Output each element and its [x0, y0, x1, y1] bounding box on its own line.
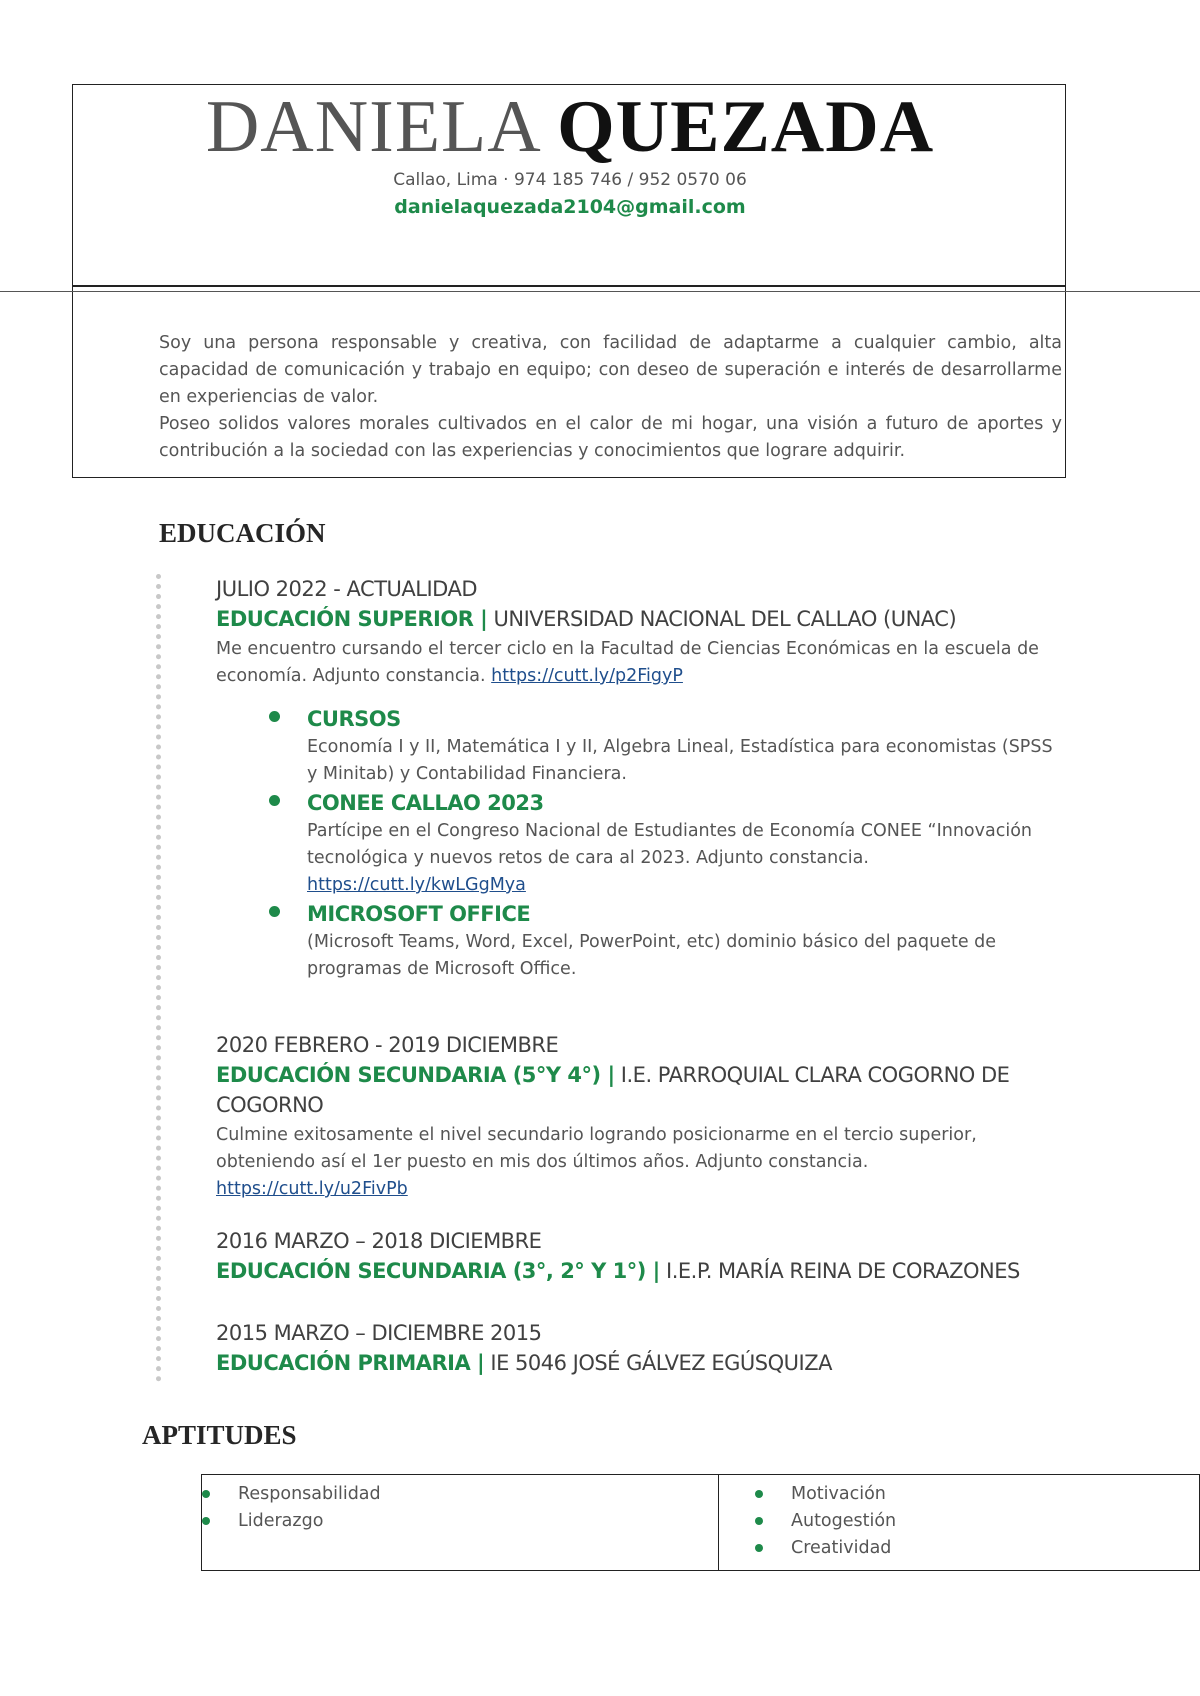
education-timeline-bar: [156, 574, 161, 1382]
entry-institution: I.E. PARROQUIAL CLARA COGORNO DE COGORNO: [216, 1063, 1010, 1117]
bullet-icon: [202, 1490, 210, 1498]
certificate-link[interactable]: https://cutt.ly/kwLGgMya: [307, 875, 526, 895]
entry-degree-line: [216, 1348, 1066, 1378]
entry-degree: EDUCACIÓN PRIMARIA |: [216, 1351, 485, 1375]
last-name: QUEZADA: [557, 86, 935, 168]
entry-degree: EDUCACIÓN SECUNDARIA (3°, 2° Y 1°) |: [216, 1259, 660, 1283]
entry-description: Me encuentro cursando el tercer ciclo en la Facultad de Ciencias Económicas en la escuela de economía. Adjunto constancia. https://cutt.ly/p2FigyP: [216, 639, 1039, 686]
bullet-icon: [269, 906, 280, 917]
aptitude-item: Motivación: [719, 1481, 1199, 1508]
bullet-icon: [755, 1544, 763, 1552]
entry-degree-line: [216, 1256, 1066, 1286]
divider-line: [0, 291, 1200, 292]
aptitude-item: Autogestión: [719, 1508, 1199, 1535]
contact-line: Callao, Lima · 974 185 746 / 952 0570 06: [393, 170, 747, 190]
first-name: DANIELA: [205, 86, 538, 168]
education-entry-university: [216, 574, 1066, 690]
entry-date: 2015 MARZO – DICIEMBRE 2015: [216, 1321, 542, 1345]
education-entry-primary: [216, 1318, 1066, 1378]
education-heading: EDUCACIÓN: [159, 518, 326, 548]
sub-item-cursos: [307, 704, 1067, 788]
candidate-name: [0, 86, 1140, 168]
entry-date: JULIO 2022 - ACTUALIDAD: [216, 577, 477, 601]
sub-item-description: Economía I y II, Matemática I y II, Algebra Lineal, Estadística para economistas (SPSS y Minitab) y Contabilidad Financiera.: [307, 737, 1053, 784]
bullet-icon: [755, 1490, 763, 1498]
aptitudes-left-column: [202, 1475, 719, 1571]
sub-item-title: CONEE CALLAO 2023: [307, 791, 544, 815]
aptitudes-table: [201, 1474, 1200, 1571]
aptitude-item: Creatividad: [719, 1535, 1199, 1562]
entry-institution: UNIVERSIDAD NACIONAL DEL CALLAO (UNAC): [487, 607, 957, 631]
education-entry-secondary-1: [216, 1030, 1066, 1203]
entry-institution: IE 5046 JOSÉ GÁLVEZ EGÚSQUIZA: [484, 1351, 832, 1375]
bullet-icon: [755, 1517, 763, 1525]
sub-item-title: MICROSOFT OFFICE: [307, 902, 531, 926]
entry-institution: I.E.P. MARÍA REINA DE CORAZONES: [659, 1259, 1020, 1283]
entry-date: 2020 FEBRERO - 2019 DICIEMBRE: [216, 1033, 559, 1057]
certificate-link[interactable]: https://cutt.ly/u2FivPb: [216, 1179, 408, 1199]
sub-item-conee: [307, 788, 1067, 899]
sub-item-microsoft-office: [307, 899, 1067, 983]
summary-paragraph-2: Poseo solidos valores morales cultivados en el calor de mi hogar, una visión a futuro de aportes y contribución a la sociedad con las experiencias y conocimientos que lograre adquirir.: [159, 414, 1062, 461]
aptitude-item: Liderazgo: [202, 1508, 718, 1535]
bullet-icon: [269, 795, 280, 806]
aptitudes-heading: APTITUDES: [142, 1420, 297, 1450]
email-address: danielaquezada2104@gmail.com: [394, 196, 746, 218]
aptitudes-right-column: [719, 1475, 1200, 1571]
sub-item-description: (Microsoft Teams, Word, Excel, PowerPoint, etc) dominio básico del paquete de programas de Microsoft Office.: [307, 932, 997, 979]
certificate-link[interactable]: https://cutt.ly/p2FigyP: [491, 666, 683, 686]
sub-item-title: CURSOS: [307, 707, 401, 731]
entry-degree-line: [216, 1060, 1066, 1120]
entry-date: 2016 MARZO – 2018 DICIEMBRE: [216, 1229, 542, 1253]
sub-item-description: Partícipe en el Congreso Nacional de Estudiantes de Economía CONEE “Innovación tecnológica y nuevos retos de cara al 2023. Adjunto constancia.: [307, 821, 1032, 868]
aptitude-item: Responsabilidad: [202, 1481, 718, 1508]
entry-degree-line: [216, 604, 1066, 634]
education-entry-secondary-2: [216, 1226, 1066, 1286]
entry-degree: EDUCACIÓN SUPERIOR |: [216, 607, 488, 631]
bullet-icon: [202, 1517, 210, 1525]
entry-degree: EDUCACIÓN SECUNDARIA (5°Y 4°) |: [216, 1063, 615, 1087]
profile-summary: [159, 330, 1062, 465]
summary-paragraph-1: Soy una persona responsable y creativa, con facilidad de adaptarme a cualquier cambio, alta capacidad de comunicación y trabajo en equipo; con deseo de superación e interés de desarrollarme en experiencias de valor.: [159, 333, 1062, 407]
entry-description: Culmine exitosamente el nivel secundario logrando posicionarme en el tercio superior, obteniendo así el 1er puesto en mis dos últimos años. Adjunto constancia.: [216, 1125, 977, 1172]
bullet-icon: [269, 711, 280, 722]
